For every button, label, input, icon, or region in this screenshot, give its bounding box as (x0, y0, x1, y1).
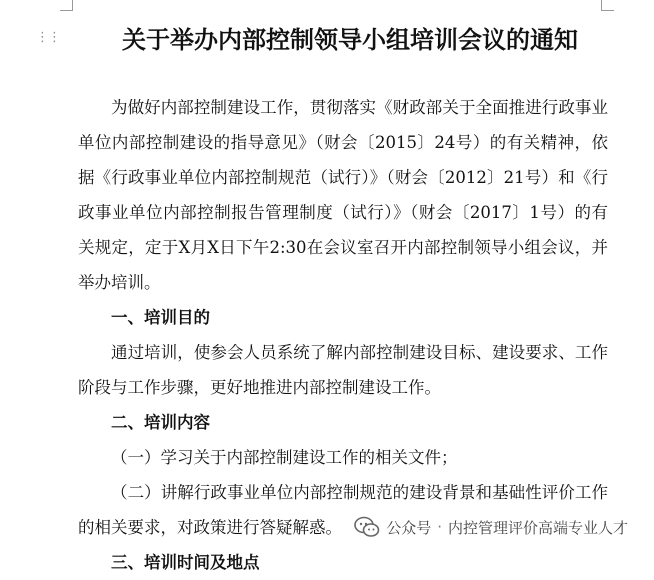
document-title: 关于举办内部控制领导小组培训会议的通知 (122, 26, 578, 54)
document-body (78, 90, 608, 580)
crop-mark-top-left (60, 0, 73, 11)
section-purpose-heading: 一、培训目的 (111, 308, 210, 327)
watermark-platform: 公众号 (386, 518, 432, 537)
crop-mark-top-right (601, 0, 614, 11)
watermark-account: 内控管理评价高端专业人才 (447, 518, 628, 537)
wechat-watermark (350, 513, 632, 541)
wechat-icon (354, 516, 380, 538)
section-content-item-2: （二）讲解行政事业单位内部控制规范的建设背景和基础性评价工作的相关要求，对政策进行答疑解惑。 (78, 483, 608, 537)
watermark-separator: · (437, 518, 442, 536)
intro-paragraph: 为做好内部控制建设工作，贯彻落实《财政部关于全面推进行政事业单位内部控制建设的指导意见》（财会〔2015〕24号）的有关精神，依据《行政事业单位内部控制规范（试行）》（财会〔2012〕21号）和《行政事业单位内部控制报告管理制度（试行）》（财会〔2017〕1号）的有关规定，定于X月X日下午2:30在会议室召开内部控制领导小组会议，并举办培训。 (78, 98, 608, 292)
drag-handle-icon[interactable]: ⋮⋮ (36, 30, 60, 45)
section-purpose-text: 通过培训，使参会人员系统了解内部控制建设目标、建设要求、工作阶段与工作步骤，更好地推进内部控制建设工作。 (78, 343, 608, 397)
section-time-place-heading: 三、培训时间及地点 (111, 553, 260, 572)
section-content-item-1: （一）学习关于内部控制建设工作的相关文件； (111, 448, 458, 467)
section-content-heading: 二、培训内容 (111, 413, 210, 432)
